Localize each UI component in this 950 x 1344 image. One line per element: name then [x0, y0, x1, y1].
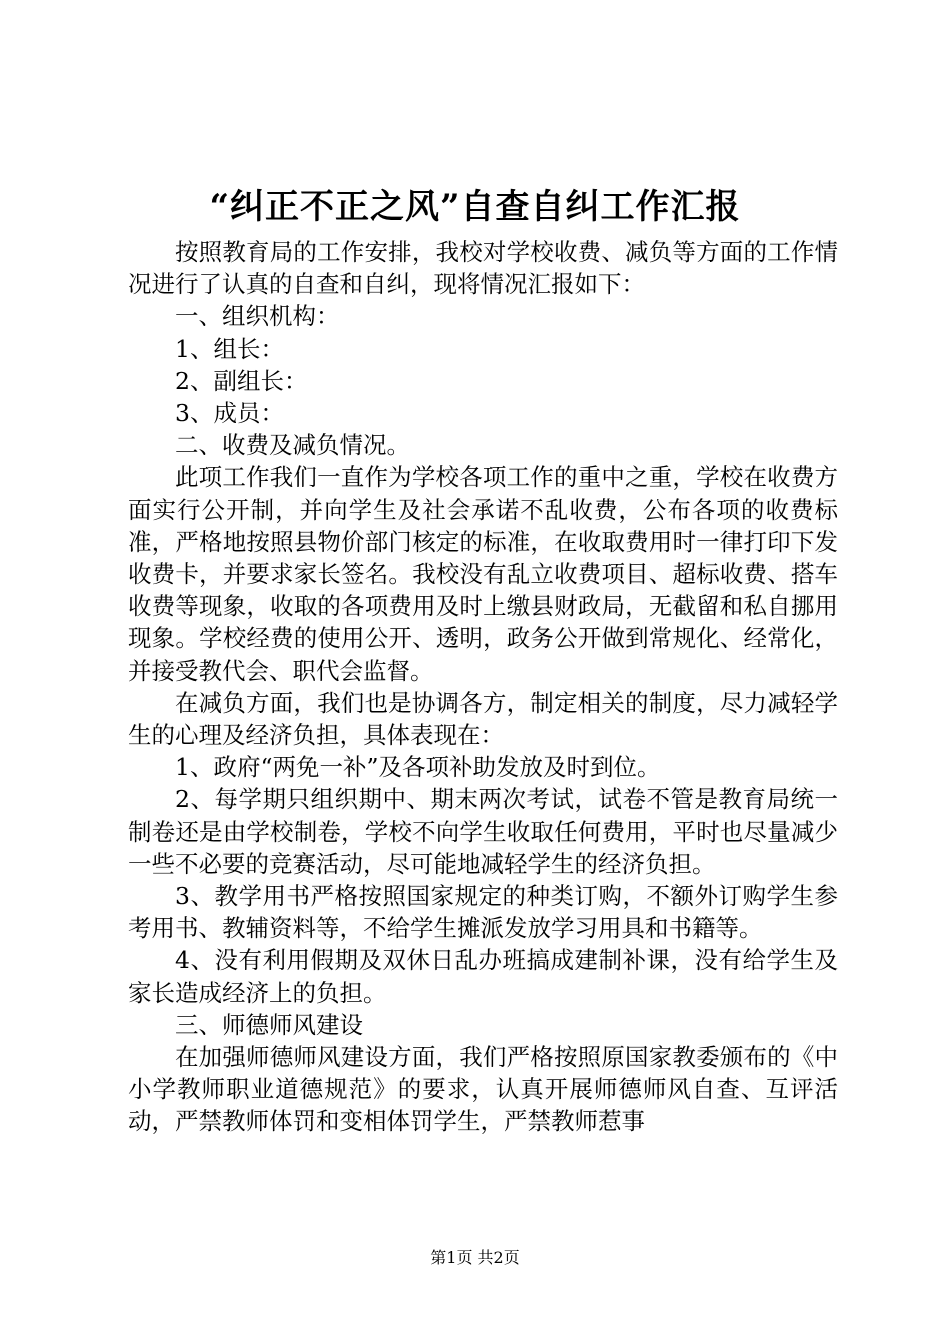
list-item-subsidy: 1、政府“两免一补”及各项补助发放及时到位。 [175, 753, 661, 782]
paragraph-fees: 此项工作我们一直作为学校各项工作的重中之重，学校在收费方面实行公开制，并向学生及社会承诺不乱收费，公布各项的收费标准，严格地按照县物价部门核定的标准，在收取费用时一律打印下发收费卡，并要求家长签名。我校没有乱立收费项目、超标收费、搭车收费等现象，收取的各项费用及时上缴县财政局，无截留和私自挪用现象。学校经费的使用公开、透明，政务公开做到常规化、经常化，并接受教代会、职代会监督。 [128, 463, 838, 685]
list-item-exams: 2、每学期只组织期中、期末两次考试，试卷不管是教育局统一制卷还是由学校制卷，学校不向学生收取任何费用，平时也尽量减少一些不必要的竞赛活动，尽可能地减轻学生的经济负担。 [128, 785, 838, 878]
section-heading-ethics: 三、师德师风建设 [175, 1010, 363, 1039]
section-heading-organization: 一、组织机构： [175, 302, 340, 331]
paragraph-ethics: 在加强师德师风建设方面，我们严格按照原国家教委颁布的《中小学教师职业道德规范》的要求，认真开展师德师风自查、互评活动，严禁教师体罚和变相体罚学生，严禁教师惹事 [128, 1043, 838, 1136]
paragraph-intro: 按照教育局的工作安排，我校对学校收费、减负等方面的工作情况进行了认真的自查和自纠，现将情况汇报如下： [128, 238, 838, 299]
list-item-tutoring: 4、没有利用假期及双休日乱办班搞成建制补课，没有给学生及家长造成经济上的负担。 [128, 946, 838, 1007]
section-heading-fees: 二、收费及减负情况。 [175, 431, 410, 460]
list-item-leader: 1、组长： [175, 334, 284, 363]
list-item-textbooks: 3、教学用书严格按照国家规定的种类订购，不额外订购学生参考用书、教辅资料等，不给学生摊派发放学习用具和书籍等。 [128, 882, 838, 943]
document-body [128, 236, 838, 1138]
document-title: “纠正不正之风”自查自纠工作汇报 [209, 187, 741, 227]
list-item-members: 3、成员： [175, 399, 284, 428]
page-footer: 第1页 共2页 [430, 1248, 520, 1267]
paragraph-burden: 在减负方面，我们也是协调各方，制定相关的制度，尽力减轻学生的心理及经济负担，具体表现在： [128, 688, 838, 750]
list-item-deputy-leader: 2、副组长： [175, 366, 308, 395]
